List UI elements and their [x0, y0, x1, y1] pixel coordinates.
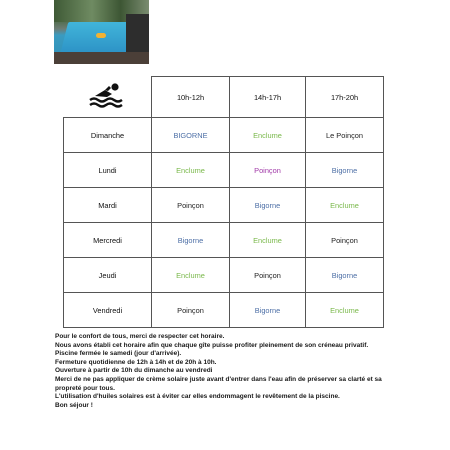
header-time-3: 17h-20h: [306, 77, 384, 118]
schedule-row: [64, 188, 384, 223]
photo-deck: [54, 52, 149, 64]
slot-cell: Enclume: [230, 118, 306, 153]
note-line: Piscine fermée le samedi (jour d'arrivée).: [55, 350, 182, 358]
slot-cell: Enclume: [152, 258, 230, 293]
slot-cell: Bigorne: [306, 153, 384, 188]
day-label: Dimanche: [64, 118, 152, 153]
note-line: Fermeture quotidienne de 12h à 14h et de 20h à 10h.: [55, 358, 217, 366]
day-label: Jeudi: [64, 258, 152, 293]
note-line: Bon séjour !: [55, 401, 93, 409]
slot-cell: Enclume: [306, 293, 384, 328]
schedule-row: [64, 153, 384, 188]
slot-cell: Poinçon: [230, 258, 306, 293]
slot-cell: Bigorne: [306, 258, 384, 293]
swimmer-icon-cell: [64, 77, 152, 118]
slot-cell: Enclume: [230, 223, 306, 258]
header-time-1: 10h-12h: [152, 77, 230, 118]
slot-cell: Le Poinçon: [306, 118, 384, 153]
day-label: Mercredi: [64, 223, 152, 258]
schedule-row: [64, 118, 384, 153]
schedule-row: [64, 293, 384, 328]
day-label: Vendredi: [64, 293, 152, 328]
note-line: Merci de ne pas appliquer de crème solaire juste avant d'entrer dans l'eau afin de préserver sa clarté et sa propreté pour tous.: [55, 375, 382, 392]
pool-photo: [54, 0, 149, 64]
note-line: Pour le confort de tous, merci de respecter cet horaire.: [55, 333, 225, 340]
slot-cell: Poinçon: [306, 223, 384, 258]
day-label: Mardi: [64, 188, 152, 223]
day-label: Lundi: [64, 153, 152, 188]
schedule-header-row: [64, 77, 384, 118]
slot-cell: Bigorne: [230, 188, 306, 223]
pool-schedule-table: [63, 76, 384, 328]
note-line: Nous avons établi cet horaire afin que chaque gîte puisse profiter pleinement de son créneau privatif.: [55, 341, 369, 349]
slot-cell: Enclume: [152, 153, 230, 188]
schedule-body: [64, 118, 384, 328]
schedule-row: [64, 258, 384, 293]
pool-rules-notes: [55, 333, 395, 410]
schedule-row: [64, 223, 384, 258]
slot-cell: Poinçon: [230, 153, 306, 188]
slot-cell: Enclume: [306, 188, 384, 223]
slot-cell: Bigorne: [230, 293, 306, 328]
note-line: Ouverture à partir de 10h du dimanche au vendredi: [55, 367, 213, 375]
note-line: L'utilisation d'huiles solaires est à éviter car elles endommagent le revêtement de la piscine.: [55, 393, 340, 401]
header-time-2: 14h-17h: [230, 77, 306, 118]
slot-cell: Bigorne: [152, 223, 230, 258]
slot-cell: BIGORNE: [152, 118, 230, 153]
slot-cell: Poinçon: [152, 188, 230, 223]
slot-cell: Poinçon: [152, 293, 230, 328]
photo-float: [96, 33, 106, 38]
swimmer-icon: [87, 80, 127, 112]
